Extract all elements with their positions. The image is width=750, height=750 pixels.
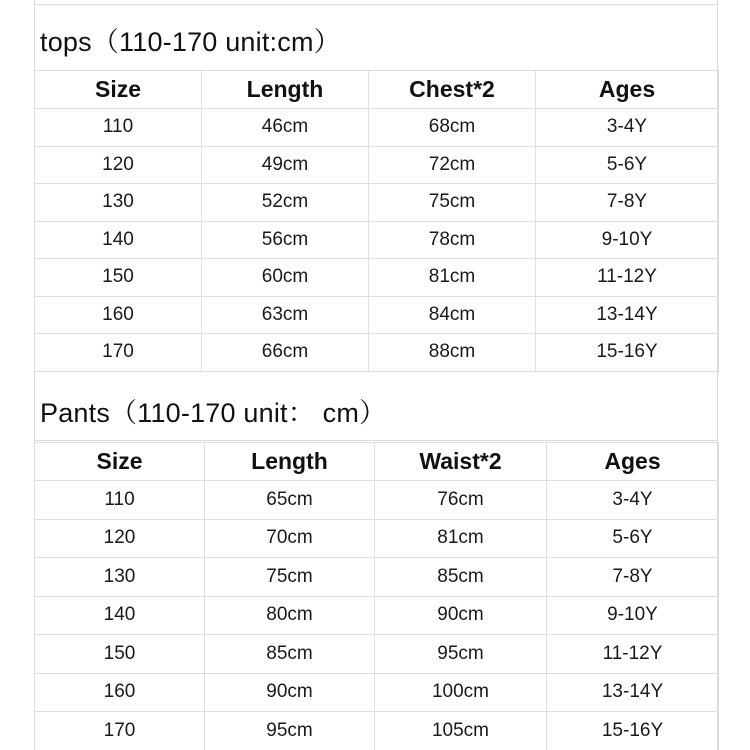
tops-size-table: [34, 70, 719, 372]
size-cell: 170: [35, 334, 202, 372]
length-cell: 85cm: [205, 635, 375, 674]
table-row: [35, 673, 719, 712]
ages-cell: 13-14Y: [547, 673, 719, 712]
chest-cell: 81cm: [369, 259, 536, 297]
length-cell: 65cm: [205, 481, 375, 520]
chest-cell: 88cm: [369, 334, 536, 372]
pants-title-divider: [34, 440, 718, 441]
pants-header-length: Length: [205, 443, 375, 481]
size-cell: 170: [35, 712, 205, 750]
tops-section-title: tops（110-170 unit:cm）: [40, 27, 341, 57]
size-cell: 150: [35, 259, 202, 297]
ages-cell: 15-16Y: [547, 712, 719, 750]
size-cell: 160: [35, 296, 202, 334]
length-cell: 49cm: [202, 146, 369, 184]
length-cell: 56cm: [202, 221, 369, 259]
length-cell: 75cm: [205, 558, 375, 597]
waist-cell: 100cm: [375, 673, 547, 712]
ages-cell: 15-16Y: [536, 334, 719, 372]
chest-cell: 78cm: [369, 221, 536, 259]
size-cell: 130: [35, 184, 202, 222]
pants-header-row: [35, 443, 719, 481]
table-row: [35, 296, 719, 334]
length-cell: 90cm: [205, 673, 375, 712]
ages-cell: 11-12Y: [536, 259, 719, 297]
tops-header-row: [35, 71, 719, 109]
length-cell: 46cm: [202, 109, 369, 147]
waist-cell: 76cm: [375, 481, 547, 520]
length-cell: 80cm: [205, 596, 375, 635]
chest-cell: 68cm: [369, 109, 536, 147]
table-row: [35, 481, 719, 520]
table-row: [35, 596, 719, 635]
table-row: [35, 109, 719, 147]
size-cell: 140: [35, 596, 205, 635]
table-row: [35, 635, 719, 674]
chest-cell: 84cm: [369, 296, 536, 334]
ages-cell: 9-10Y: [536, 221, 719, 259]
size-cell: 110: [35, 109, 202, 147]
table-row: [35, 558, 719, 597]
pants-section-title: Pants（110-170 unit： cm）: [40, 398, 387, 428]
length-cell: 66cm: [202, 334, 369, 372]
tops-header-size: Size: [35, 71, 202, 109]
table-row: [35, 712, 719, 750]
chest-cell: 72cm: [369, 146, 536, 184]
length-cell: 70cm: [205, 519, 375, 558]
waist-cell: 81cm: [375, 519, 547, 558]
ages-cell: 5-6Y: [547, 519, 719, 558]
pants-header-size: Size: [35, 443, 205, 481]
ages-cell: 11-12Y: [547, 635, 719, 674]
table-row: [35, 221, 719, 259]
length-cell: 95cm: [205, 712, 375, 750]
table-row: [35, 146, 719, 184]
table-row: [35, 184, 719, 222]
ages-cell: 7-8Y: [536, 184, 719, 222]
length-cell: 52cm: [202, 184, 369, 222]
pants-header-waist: Waist*2: [375, 443, 547, 481]
size-cell: 120: [35, 146, 202, 184]
size-cell: 140: [35, 221, 202, 259]
table-row: [35, 259, 719, 297]
size-cell: 150: [35, 635, 205, 674]
tops-header-ages: Ages: [536, 71, 719, 109]
pants-size-table: [34, 442, 719, 750]
top-divider: [34, 4, 718, 5]
size-cell: 120: [35, 519, 205, 558]
tops-header-chest: Chest*2: [369, 71, 536, 109]
table-row: [35, 519, 719, 558]
size-cell: 130: [35, 558, 205, 597]
ages-cell: 9-10Y: [547, 596, 719, 635]
waist-cell: 85cm: [375, 558, 547, 597]
tops-header-length: Length: [202, 71, 369, 109]
ages-cell: 7-8Y: [547, 558, 719, 597]
length-cell: 60cm: [202, 259, 369, 297]
size-cell: 110: [35, 481, 205, 520]
ages-cell: 3-4Y: [536, 109, 719, 147]
waist-cell: 95cm: [375, 635, 547, 674]
table-row: [35, 334, 719, 372]
ages-cell: 5-6Y: [536, 146, 719, 184]
ages-cell: 13-14Y: [536, 296, 719, 334]
waist-cell: 90cm: [375, 596, 547, 635]
waist-cell: 105cm: [375, 712, 547, 750]
chest-cell: 75cm: [369, 184, 536, 222]
ages-cell: 3-4Y: [547, 481, 719, 520]
size-cell: 160: [35, 673, 205, 712]
length-cell: 63cm: [202, 296, 369, 334]
pants-header-ages: Ages: [547, 443, 719, 481]
